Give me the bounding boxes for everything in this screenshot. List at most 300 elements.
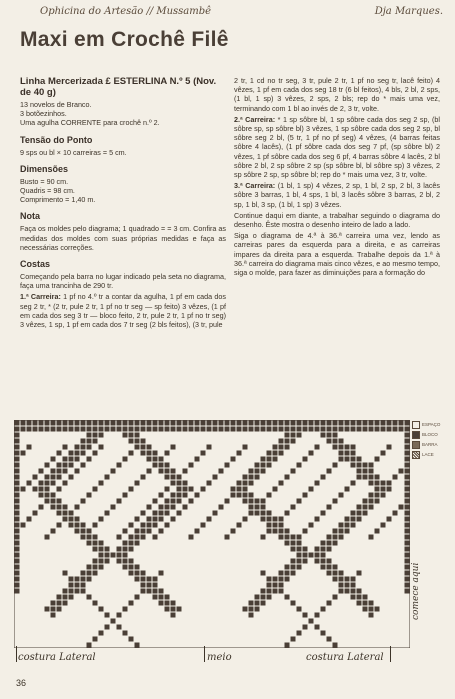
space-cell: [123, 523, 128, 528]
space-cell: [279, 505, 284, 510]
space-cell: [381, 445, 386, 450]
space-cell: [135, 499, 140, 504]
block-cell: [135, 577, 140, 582]
space-cell: [183, 535, 188, 540]
space-cell: [303, 595, 308, 600]
space-cell: [369, 589, 374, 594]
space-cell: [399, 457, 404, 462]
block-cell: [315, 547, 320, 552]
space-cell: [111, 529, 116, 534]
space-cell: [195, 487, 200, 492]
space-cell: [69, 499, 74, 504]
block-cell: [249, 499, 254, 504]
block-cell: [297, 421, 302, 426]
space-cell: [171, 547, 176, 552]
space-cell: [279, 487, 284, 492]
chart-legend: [412, 420, 452, 460]
space-cell: [135, 547, 140, 552]
space-cell: [339, 595, 344, 600]
space-cell: [123, 445, 128, 450]
block-cell: [75, 577, 80, 582]
space-cell: [309, 499, 314, 504]
space-cell: [117, 481, 122, 486]
block-cell: [171, 517, 176, 522]
block-cell: [141, 535, 146, 540]
space-cell: [255, 529, 260, 534]
space-cell: [135, 607, 140, 612]
block-cell: [129, 535, 134, 540]
block-cell: [261, 463, 266, 468]
space-cell: [399, 475, 404, 480]
block-cell: [273, 523, 278, 528]
lace-swatch-icon: [412, 451, 420, 459]
space-cell: [33, 523, 38, 528]
block-cell: [351, 589, 356, 594]
side-seam-left-label: costura Lateral: [18, 652, 96, 663]
block-cell: [405, 427, 410, 432]
space-cell: [153, 505, 158, 510]
space-cell: [207, 547, 212, 552]
space-cell: [69, 529, 74, 534]
space-cell: [345, 505, 350, 510]
space-cell: [387, 529, 392, 534]
space-cell: [363, 529, 368, 534]
space-cell: [375, 547, 380, 552]
block-cell: [273, 517, 278, 522]
block-cell: [249, 427, 254, 432]
space-cell: [81, 607, 86, 612]
block-cell: [315, 553, 320, 558]
block-cell: [285, 535, 290, 540]
block-cell: [177, 487, 182, 492]
space-cell: [291, 487, 296, 492]
space-cell: [285, 613, 290, 618]
space-cell: [345, 565, 350, 570]
space-cell: [255, 541, 260, 546]
block-cell: [15, 517, 20, 522]
space-cell: [339, 631, 344, 636]
space-cell: [249, 541, 254, 546]
space-cell: [273, 565, 278, 570]
block-cell: [39, 505, 44, 510]
space-cell: [165, 535, 170, 540]
block-cell: [105, 511, 110, 516]
block-cell: [69, 577, 74, 582]
space-cell: [177, 559, 182, 564]
space-cell: [249, 559, 254, 564]
space-cell: [219, 559, 224, 564]
block-cell: [231, 493, 236, 498]
block-cell: [327, 559, 332, 564]
block-cell: [369, 607, 374, 612]
space-cell: [129, 445, 134, 450]
space-cell: [243, 433, 248, 438]
block-cell: [285, 565, 290, 570]
space-cell: [333, 493, 338, 498]
block-cell: [351, 517, 356, 522]
block-cell: [405, 499, 410, 504]
space-cell: [393, 571, 398, 576]
space-cell: [255, 613, 260, 618]
block-cell: [285, 421, 290, 426]
block-cell: [183, 505, 188, 510]
block-cell: [279, 577, 284, 582]
space-cell: [75, 511, 80, 516]
space-cell: [243, 541, 248, 546]
space-cell: [189, 553, 194, 558]
space-cell: [393, 505, 398, 510]
space-cell: [189, 595, 194, 600]
space-cell: [195, 589, 200, 594]
block-cell: [15, 499, 20, 504]
block-cell: [15, 469, 20, 474]
block-cell: [321, 433, 326, 438]
space-cell: [339, 625, 344, 630]
block-cell: [351, 511, 356, 516]
block-cell: [291, 547, 296, 552]
space-cell: [159, 583, 164, 588]
space-cell: [105, 487, 110, 492]
space-cell: [33, 577, 38, 582]
space-cell: [147, 493, 152, 498]
space-cell: [225, 511, 230, 516]
space-cell: [117, 529, 122, 534]
block-cell: [201, 487, 206, 492]
block-cell: [81, 463, 86, 468]
block-cell: [327, 433, 332, 438]
space-cell: [303, 439, 308, 444]
block-cell: [129, 433, 134, 438]
block-cell: [297, 427, 302, 432]
block-cell: [357, 595, 362, 600]
space-cell: [75, 601, 80, 606]
space-cell: [387, 565, 392, 570]
block-cell: [369, 505, 374, 510]
space-cell: [105, 451, 110, 456]
space-cell: [345, 613, 350, 618]
block-cell: [381, 427, 386, 432]
space-cell: [117, 505, 122, 510]
space-cell: [297, 469, 302, 474]
space-cell: [303, 601, 308, 606]
space-cell: [21, 571, 26, 576]
space-cell: [339, 511, 344, 516]
space-cell: [39, 529, 44, 534]
space-cell: [183, 451, 188, 456]
space-cell: [237, 445, 242, 450]
space-cell: [135, 511, 140, 516]
space-cell: [213, 505, 218, 510]
block-cell: [99, 607, 104, 612]
space-cell: [45, 529, 50, 534]
space-cell: [105, 583, 110, 588]
space-cell: [375, 589, 380, 594]
block-cell: [357, 463, 362, 468]
space-cell: [195, 547, 200, 552]
block-cell: [183, 481, 188, 486]
space-cell: [201, 541, 206, 546]
space-cell: [57, 517, 62, 522]
space-cell: [303, 463, 308, 468]
space-cell: [387, 559, 392, 564]
space-cell: [87, 469, 92, 474]
row2-paragraph: [234, 115, 440, 179]
block-cell: [147, 583, 152, 588]
block-cell: [255, 511, 260, 516]
block-cell: [51, 481, 56, 486]
space-cell: [207, 529, 212, 534]
space-cell: [303, 445, 308, 450]
space-cell: [45, 565, 50, 570]
space-cell: [81, 643, 86, 648]
block-cell: [87, 565, 92, 570]
space-cell: [351, 535, 356, 540]
space-cell: [87, 511, 92, 516]
space-cell: [363, 613, 368, 618]
space-cell: [249, 463, 254, 468]
space-cell: [39, 547, 44, 552]
space-cell: [33, 541, 38, 546]
space-cell: [273, 475, 278, 480]
space-cell: [237, 517, 242, 522]
block-cell: [255, 427, 260, 432]
space-cell: [207, 505, 212, 510]
space-cell: [87, 625, 92, 630]
space-cell: [315, 511, 320, 516]
block-cell: [249, 421, 254, 426]
block-cell: [195, 421, 200, 426]
space-cell: [159, 607, 164, 612]
block-cell: [357, 571, 362, 576]
block-cell: [309, 427, 314, 432]
space-cell: [45, 553, 50, 558]
space-cell: [303, 607, 308, 612]
space-cell: [183, 595, 188, 600]
block-cell: [87, 577, 92, 582]
space-cell: [285, 517, 290, 522]
space-cell: [321, 589, 326, 594]
space-cell: [315, 493, 320, 498]
block-cell: [375, 421, 380, 426]
block-cell: [105, 553, 110, 558]
space-cell: [39, 445, 44, 450]
block-cell: [333, 433, 338, 438]
space-cell: [249, 535, 254, 540]
space-cell: [213, 499, 218, 504]
space-cell: [129, 577, 134, 582]
block-cell: [171, 469, 176, 474]
space-cell: [315, 499, 320, 504]
space-cell: [213, 565, 218, 570]
block-cell: [165, 601, 170, 606]
space-cell: [69, 559, 74, 564]
block-cell: [345, 577, 350, 582]
block-cell: [15, 559, 20, 564]
space-cell: [87, 637, 92, 642]
space-cell: [141, 595, 146, 600]
space-cell: [63, 625, 68, 630]
space-cell: [309, 541, 314, 546]
space-cell: [345, 631, 350, 636]
block-cell: [153, 457, 158, 462]
block-cell: [219, 469, 224, 474]
space-cell: [303, 631, 308, 636]
block-cell: [117, 547, 122, 552]
block-cell: [333, 427, 338, 432]
space-cell: [297, 457, 302, 462]
space-cell: [213, 589, 218, 594]
block-cell: [273, 457, 278, 462]
block-cell: [93, 601, 98, 606]
space-cell: [75, 487, 80, 492]
space-cell: [165, 445, 170, 450]
space-cell: [27, 439, 32, 444]
space-cell: [315, 583, 320, 588]
row2-text: * 1 sp sôbre bl, 1 sp sôbre cada dos seg 2 sp, (bl sôbre sp, sp sôbre bl) 3 vêzes, 1 sp sôbre cada dos seg 2 sp, bl sôbre seg 2 bl, (5 tr, 1 pf no pf seg) 4 vêzes, (4 barras feitas sôbre 4 lacês), (1 pf sôbre cada dos seg 7 pf, (sp sôbre bl) 2 vêzes, 1 pf sôbre cada dos seg 6 pf, 4 barras sôbre 4 lacês, 2 bl sôbre 2 bl, 2 sp sôbre 2 sp (sp sôbre bl, bl sôbre sp) 3 vêzes, 2 sp sôbre 2 sp, sp sôbre bl; rep do * mais uma vez, 3 tr, volte.: [234, 114, 441, 180]
block-cell: [261, 499, 266, 504]
space-cell: [147, 463, 152, 468]
space-cell: [207, 535, 212, 540]
space-cell: [219, 445, 224, 450]
block-cell: [393, 475, 398, 480]
block-cell: [21, 487, 26, 492]
space-cell: [273, 541, 278, 546]
space-cell: [255, 571, 260, 576]
block-cell: [153, 595, 158, 600]
space-cell: [195, 517, 200, 522]
space-cell: [93, 607, 98, 612]
space-cell: [237, 475, 242, 480]
space-cell: [303, 643, 308, 648]
space-cell: [369, 487, 374, 492]
block-cell: [117, 499, 122, 504]
space-cell: [357, 523, 362, 528]
space-cell: [231, 589, 236, 594]
space-cell: [345, 547, 350, 552]
block-cell: [81, 577, 86, 582]
space-cell: [309, 589, 314, 594]
block-cell: [189, 427, 194, 432]
space-cell: [357, 499, 362, 504]
space-cell: [27, 529, 32, 534]
block-cell: [99, 631, 104, 636]
space-cell: [255, 433, 260, 438]
block-cell: [153, 427, 158, 432]
block-cell: [15, 505, 20, 510]
block-cell: [285, 541, 290, 546]
block-cell: [63, 457, 68, 462]
block-cell: [15, 451, 20, 456]
space-cell: [381, 589, 386, 594]
space-cell: [357, 583, 362, 588]
space-cell: [381, 433, 386, 438]
space-cell: [291, 457, 296, 462]
block-cell: [153, 499, 158, 504]
space-cell: [285, 619, 290, 624]
space-cell: [381, 595, 386, 600]
space-cell: [105, 529, 110, 534]
space-cell: [45, 505, 50, 510]
block-cell: [39, 427, 44, 432]
space-cell: [267, 619, 272, 624]
space-cell: [99, 457, 104, 462]
block-cell: [297, 499, 302, 504]
space-cell: [225, 487, 230, 492]
space-cell: [171, 463, 176, 468]
block-cell: [267, 457, 272, 462]
block-cell: [345, 589, 350, 594]
space-cell: [219, 565, 224, 570]
space-cell: [273, 439, 278, 444]
space-cell: [399, 511, 404, 516]
block-cell: [63, 601, 68, 606]
block-cell: [201, 427, 206, 432]
space-cell: [57, 481, 62, 486]
space-cell: [333, 505, 338, 510]
block-cell: [369, 493, 374, 498]
space-cell: [279, 499, 284, 504]
block-cell: [87, 541, 92, 546]
space-cell: [225, 523, 230, 528]
block-cell: [87, 535, 92, 540]
space-cell: [291, 475, 296, 480]
space-cell: [315, 457, 320, 462]
block-cell: [267, 529, 272, 534]
space-cell: [111, 475, 116, 480]
space-cell: [63, 535, 68, 540]
space-cell: [357, 577, 362, 582]
block-cell: [159, 421, 164, 426]
block-cell: [165, 523, 170, 528]
block-cell: [363, 607, 368, 612]
block-cell: [369, 601, 374, 606]
block-cell: [297, 553, 302, 558]
block-cell: [339, 535, 344, 540]
block-cell: [309, 487, 314, 492]
block-cell: [273, 589, 278, 594]
space-cell: [285, 523, 290, 528]
space-cell: [213, 517, 218, 522]
space-cell: [57, 439, 62, 444]
space-cell: [249, 595, 254, 600]
space-cell: [291, 643, 296, 648]
space-cell: [33, 433, 38, 438]
block-cell: [147, 577, 152, 582]
space-cell: [51, 553, 56, 558]
space-cell: [315, 601, 320, 606]
block-cell: [123, 559, 128, 564]
block-cell: [297, 565, 302, 570]
block-cell: [231, 457, 236, 462]
space-cell: [357, 607, 362, 612]
space-cell: [45, 601, 50, 606]
block-cell: [267, 589, 272, 594]
block-cell: [363, 505, 368, 510]
space-cell: [237, 541, 242, 546]
space-cell: [243, 601, 248, 606]
space-cell: [45, 577, 50, 582]
block-cell: [291, 541, 296, 546]
space-cell: [345, 625, 350, 630]
block-cell: [183, 427, 188, 432]
dimension-line: Busto = 90 cm.: [20, 176, 69, 186]
space-cell: [159, 553, 164, 558]
space-cell: [345, 493, 350, 498]
space-cell: [87, 553, 92, 558]
block-cell: [135, 433, 140, 438]
space-cell: [213, 457, 218, 462]
space-cell: [255, 553, 260, 558]
